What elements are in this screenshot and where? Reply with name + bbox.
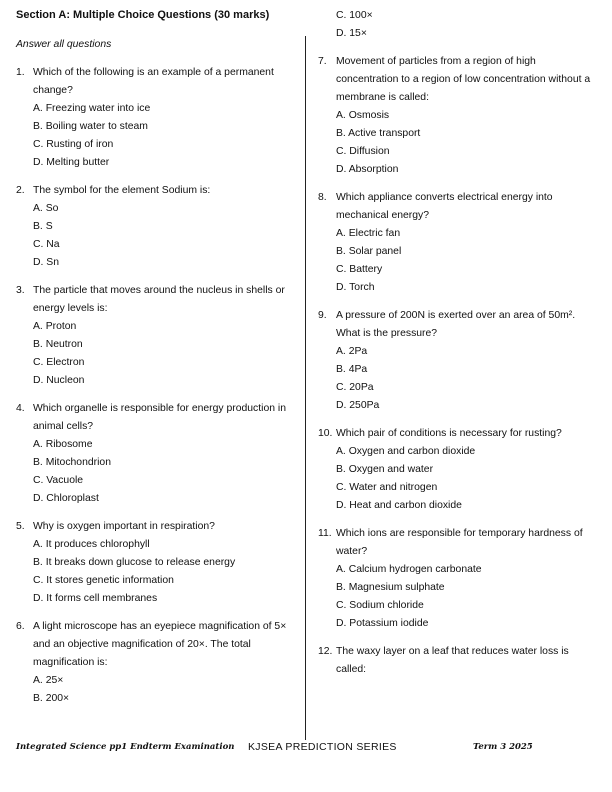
option: B. S [33, 221, 53, 232]
question-text: Which organelle is responsible for energy production in animal cells? [33, 403, 286, 432]
option: C. Vacuole [33, 475, 84, 486]
question-stem [318, 425, 600, 443]
option: D. Potassium iodide [336, 618, 429, 629]
question-number: 6. [16, 621, 25, 632]
question-number: 8. [318, 192, 327, 203]
question-number: 2. [16, 185, 25, 196]
right-question-list [318, 53, 600, 679]
option: C. 100× [336, 10, 373, 21]
question-stem [318, 525, 600, 561]
question [16, 282, 301, 390]
question-stem [318, 53, 600, 107]
option: A. Ribosome [33, 439, 93, 450]
option: A. Freezing water into ice [33, 103, 151, 114]
question-number: 4. [16, 403, 25, 414]
question-stem [318, 189, 600, 225]
question-number: 5. [16, 521, 25, 532]
option: B. Neutron [33, 339, 83, 350]
option: D. Absorption [336, 164, 399, 175]
column-divider [305, 36, 306, 740]
left-question-list [16, 64, 301, 708]
option: B. Mitochondrion [33, 457, 111, 468]
question [318, 525, 600, 633]
question-number: 1. [16, 67, 25, 78]
option: C. 20Pa [336, 382, 374, 393]
option: B. 200× [33, 693, 70, 704]
question-stem [318, 307, 600, 343]
question-stem [16, 64, 301, 100]
instruction: Answer all questions [16, 39, 112, 50]
option: D. Nucleon [33, 375, 85, 386]
question [16, 618, 301, 708]
question-stem [16, 400, 301, 436]
right-column [318, 7, 600, 689]
option: A. So [33, 203, 59, 214]
question-text: The particle that moves around the nucleus in shells or energy levels is: [33, 285, 285, 314]
question [16, 182, 301, 272]
option: A. 2Pa [336, 346, 368, 357]
question-number: 3. [16, 285, 25, 296]
question-text: The symbol for the element Sodium is: [33, 185, 211, 196]
question [318, 307, 600, 415]
option: C. Electron [33, 357, 85, 368]
option: D. Heat and carbon dioxide [336, 500, 462, 511]
question [318, 425, 600, 515]
question-text: Which of the following is an example of a permanent change? [33, 67, 274, 96]
question-number: 11. [318, 528, 332, 539]
option: B. Magnesium sulphate [336, 582, 445, 593]
option: C. Rusting of iron [33, 139, 114, 150]
question [318, 643, 600, 679]
question-number: 9. [318, 310, 327, 321]
option: B. 4Pa [336, 364, 368, 375]
question-text: Which pair of conditions is necessary for rusting? [336, 428, 562, 439]
question [318, 53, 600, 179]
option: D. Sn [33, 257, 59, 268]
section-title: Section A: Multiple Choice Questions (30 marks) [16, 9, 270, 21]
option: C. It stores genetic information [33, 575, 174, 586]
question-text: A light microscope has an eyepiece magnification of 5× and an objective magnification of 20×. The total magnification is: [33, 621, 287, 668]
question-text: Which appliance converts electrical energy into mechanical energy? [336, 192, 553, 221]
option: C. Na [33, 239, 60, 250]
option: C. Diffusion [336, 146, 390, 157]
option: D. 15× [336, 28, 367, 39]
option: B. Oxygen and water [336, 464, 434, 475]
option: D. Torch [336, 282, 375, 293]
option: B. Solar panel [336, 246, 402, 257]
option: A. Calcium hydrogen carbonate [336, 564, 482, 575]
option: A. Electric fan [336, 228, 401, 239]
question [318, 189, 600, 297]
question-stem [318, 643, 600, 679]
option: C. Battery [336, 264, 383, 275]
question-stem [16, 182, 301, 200]
question [16, 518, 301, 608]
question [16, 400, 301, 508]
option: D. It forms cell membranes [33, 593, 158, 604]
option: A. Proton [33, 321, 77, 332]
question-text: Why is oxygen important in respiration? [33, 521, 215, 532]
option: B. Boiling water to steam [33, 121, 148, 132]
option: D. Melting butter [33, 157, 110, 168]
question-text: The waxy layer on a leaf that reduces water loss is called: [336, 646, 569, 675]
option: A. Osmosis [336, 110, 390, 121]
question-stem [16, 282, 301, 318]
question-number: 12. [318, 646, 333, 657]
question-6-continued [318, 7, 600, 43]
option: A. 25× [33, 675, 64, 686]
option: D. Chloroplast [33, 493, 99, 504]
left-column [16, 36, 301, 718]
option: D. 250Pa [336, 400, 380, 411]
option: B. Active transport [336, 128, 421, 139]
question-text: Which ions are responsible for temporary hardness of water? [336, 528, 583, 557]
question [16, 64, 301, 172]
footer-term: Term 3 2025 [473, 742, 533, 752]
option: A. It produces chlorophyll [33, 539, 150, 550]
option: C. Water and nitrogen [336, 482, 438, 493]
footer-series: KJSEA PREDICTION SERIES [248, 741, 397, 753]
question-stem [16, 518, 301, 536]
question-text: Movement of particles from a region of high concentration to a region of low concentration without a membrane is called: [336, 56, 591, 103]
option: C. Sodium chloride [336, 600, 424, 611]
question-number: 7. [318, 56, 327, 67]
question-text: A pressure of 200N is exerted over an area of 50m². What is the pressure? [336, 310, 576, 339]
question-stem [16, 618, 301, 672]
question-number: 10. [318, 428, 333, 439]
option: A. Oxygen and carbon dioxide [336, 446, 476, 457]
footer-subject: Integrated Science pp1 Endterm Examination [16, 742, 235, 752]
option: B. It breaks down glucose to release energy [33, 557, 236, 568]
